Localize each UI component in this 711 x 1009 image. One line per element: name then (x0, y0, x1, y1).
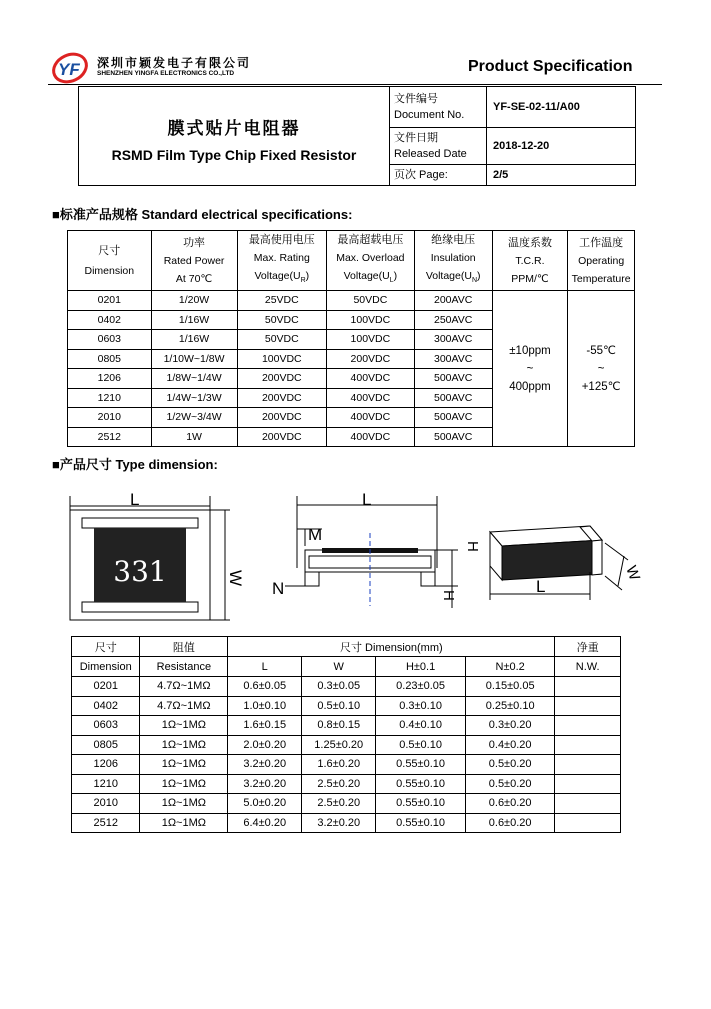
spec-header-cn: 温度系数 (507, 235, 552, 249)
spec-cell: 300AVC (414, 330, 492, 350)
dim-cell: 4.7Ω~1MΩ (140, 696, 228, 716)
dim-cell: 0.6±0.05 (228, 677, 302, 697)
op_temp-line1: -55℃ (586, 344, 616, 357)
spec-cell: 0805 (68, 349, 152, 369)
dim-cell (555, 774, 621, 794)
dim-cell: 0.15±0.05 (465, 677, 555, 697)
header-divider (48, 84, 662, 85)
spec-cell: 100VDC (327, 330, 415, 350)
title-cell (79, 87, 390, 186)
dim-cell: 0.3±0.20 (465, 716, 555, 736)
dim-h-L: L (228, 657, 302, 677)
dim-cell: 5.0±0.20 (228, 794, 302, 814)
spec-cell: 100VDC (237, 349, 327, 369)
dim-cell: 0.8±0.15 (302, 716, 376, 736)
spec-header-cn: 绝缘电压 (431, 233, 476, 246)
spec-cell: 50VDC (237, 330, 327, 350)
spec-cell: 1/8W~1/4W (151, 369, 237, 389)
dim-cell: 0.55±0.10 (376, 755, 466, 775)
dim-cell (555, 755, 621, 775)
doc-no-label (390, 87, 487, 128)
spec-header-end: ) (305, 270, 310, 282)
tcr-line1: ±10ppm (509, 344, 551, 357)
op-temp-cell (568, 291, 635, 447)
dim-h-nw-en: N.W. (555, 657, 621, 677)
spec-cell: 1/2W~3/4W (151, 408, 237, 428)
spec-header-en1: Max. Rating (253, 252, 310, 264)
dim-cell: 0.5±0.10 (376, 735, 466, 755)
dim-cell: 1Ω~1MΩ (140, 774, 228, 794)
dim-cell: 1210 (72, 774, 140, 794)
side-view (272, 490, 458, 608)
spec-cell: 200AVC (414, 291, 492, 311)
spec-header-en1: T.C.R. (515, 254, 545, 267)
dim-h-nw-cn: 净重 (576, 641, 599, 654)
spec-header-en2 (568, 270, 634, 288)
op_temp-line3: +125℃ (581, 380, 621, 393)
dim-cell: 1.6±0.15 (228, 716, 302, 736)
spec-header-en2-text: Temperature (571, 272, 631, 285)
spec-cell: 250AVC (414, 310, 492, 330)
spec-table (67, 230, 635, 447)
dim-cell: 0.55±0.10 (376, 813, 466, 833)
top-view (70, 490, 245, 620)
dim-heading: ■产品尺寸 Type dimension: (52, 457, 218, 472)
spec-cell: 500AVC (414, 427, 492, 447)
dim-h-H: H±0.1 (376, 657, 466, 677)
spec-header-row (68, 231, 635, 291)
side-view-M-label: M (308, 525, 323, 544)
dim-cell: 0.4±0.10 (376, 716, 466, 736)
dim-cell: 3.2±0.20 (228, 755, 302, 775)
spec-header-en2 (327, 267, 414, 290)
dim-row (72, 813, 621, 833)
dim-cell: 3.2±0.20 (228, 774, 302, 794)
dim-cell: 0.55±0.10 (376, 794, 466, 814)
spec-cell: 0201 (68, 291, 152, 311)
dim-cell (555, 735, 621, 755)
dim-cell (555, 696, 621, 716)
dim-h-size-en: Dimension (72, 657, 140, 677)
dim-cell (555, 813, 621, 833)
spec-header-end: ) (393, 270, 398, 282)
spec-cell: 1/10W~1/8W (151, 349, 237, 369)
side-view-L-label: L (362, 490, 372, 509)
dim-cell: 1.0±0.10 (228, 696, 302, 716)
spec-cell: 500AVC (414, 369, 492, 389)
dimension-drawing (60, 488, 644, 628)
doc-no-label-en: Document No. (394, 109, 465, 121)
page-value: 2/5 (487, 165, 636, 186)
dim-cell: 0.6±0.20 (465, 813, 555, 833)
dim-cell: 6.4±0.20 (228, 813, 302, 833)
spec-header-cell (492, 231, 568, 291)
dim-cell: 1Ω~1MΩ (140, 755, 228, 775)
spec-header-cell (414, 231, 492, 291)
spec-header-cell (151, 231, 237, 291)
spec-header-en1: Dimension (84, 264, 135, 277)
spec-header-en1: Rated Power (163, 254, 225, 267)
spec-cell: 2512 (68, 427, 152, 447)
spec-header-cell (68, 231, 152, 291)
spec-header-en1: Max. Overload (336, 252, 405, 264)
dim-cell: 2010 (72, 794, 140, 814)
dim-cell: 0402 (72, 696, 140, 716)
dim-cell: 2.0±0.20 (228, 735, 302, 755)
spec-cell: 1/20W (151, 291, 237, 311)
title-block (78, 86, 636, 186)
dim-cell: 1206 (72, 755, 140, 775)
spec-header-cell (237, 231, 327, 291)
spec-header-en2-text: At 70℃ (175, 272, 213, 285)
dim-row (72, 696, 621, 716)
dim-cell: 0.5±0.20 (465, 774, 555, 794)
dim-cell: 0.5±0.20 (465, 755, 555, 775)
dim-h-res-cn: 阻值 (172, 641, 195, 654)
dim-cell: 2.5±0.20 (302, 774, 376, 794)
dim-h-res (140, 637, 228, 657)
spec-header-cell (327, 231, 415, 291)
iso-view-H-label: H (464, 541, 481, 552)
spec-header-sub: R (300, 277, 306, 285)
iso-view-L-label: L (536, 577, 546, 596)
date-value: 2018-12-20 (487, 128, 636, 165)
top-view-L-label: L (130, 490, 140, 509)
dim-cell: 1Ω~1MΩ (140, 735, 228, 755)
spec-header-en1: Insulation (430, 252, 476, 264)
doc-no-label-cn: 文件编号 (394, 93, 438, 105)
spec-header-en2 (238, 267, 327, 290)
doc-no-value: YF-SE-02-11/A00 (487, 87, 636, 128)
dim-cell: 0.3±0.10 (376, 696, 466, 716)
spec-cell: 25VDC (237, 291, 327, 311)
spec-cell: 1/4W~1/3W (151, 388, 237, 408)
dim-h-size-cn: 尺寸 (94, 641, 117, 654)
spec-cell: 0402 (68, 310, 152, 330)
spec-cell: 0603 (68, 330, 152, 350)
spec-header-cn: 功率 (183, 235, 206, 249)
spec-header-en2 (152, 270, 237, 288)
spec-header-en2-text: PPM/℃ (511, 272, 549, 285)
spec-row (68, 291, 635, 311)
spec-cell: 50VDC (237, 310, 327, 330)
company-name-en: SHENZHEN YINGFA ELECTRONICS CO.,LTD (97, 70, 235, 77)
dim-h-res-en: Resistance (140, 657, 228, 677)
dim-row (72, 755, 621, 775)
date-label-cn: 文件日期 (394, 132, 438, 144)
spec-cell: 300AVC (414, 349, 492, 369)
dim-h-N: N±0.2 (465, 657, 555, 677)
spec-cell: 1W (151, 427, 237, 447)
spec-header-cn: 最高超载电压 (337, 233, 404, 246)
dim-cell: 0.25±0.10 (465, 696, 555, 716)
op_temp-line2: ~ (597, 362, 605, 375)
spec-cell: 200VDC (237, 369, 327, 389)
date-label (390, 128, 487, 165)
spec-header-en2-text: Voltage(U (254, 270, 301, 282)
svg-text:YF: YF (58, 60, 80, 79)
spec-cell: 1/16W (151, 310, 237, 330)
dim-header-row-2 (72, 657, 621, 677)
dim-cell: 1.6±0.20 (302, 755, 376, 775)
spec-cell: 200VDC (237, 408, 327, 428)
dim-cell: 3.2±0.20 (302, 813, 376, 833)
dim-h-W: W (302, 657, 376, 677)
company-logo (50, 48, 90, 88)
top-view-W-label: W (226, 570, 245, 587)
dim-row (72, 735, 621, 755)
dim-cell: 4.7Ω~1MΩ (140, 677, 228, 697)
dim-row (72, 677, 621, 697)
company-name-cn: 深圳市颖发电子有限公司 (97, 56, 252, 70)
spec-header-en2 (493, 270, 568, 288)
spec-header-en2 (415, 267, 492, 290)
spec-header-cn: 工作温度 (579, 235, 624, 249)
dim-cell: 0.55±0.10 (376, 774, 466, 794)
dim-cell: 2512 (72, 813, 140, 833)
dim-cell (555, 716, 621, 736)
document-title: Product Specification (468, 58, 633, 75)
date-label-en: Released Date (394, 148, 467, 160)
side-view-N-label: N (272, 579, 285, 598)
dim-cell (555, 677, 621, 697)
dim-row (72, 794, 621, 814)
spec-header-end: ) (477, 270, 481, 282)
side-view-H-label-lower: H (440, 590, 457, 601)
dim-h-size (72, 637, 140, 657)
spec-cell: 500AVC (414, 388, 492, 408)
spec-cell: 1206 (68, 369, 152, 389)
dim-cell: 1Ω~1MΩ (140, 716, 228, 736)
title-en: RSMD Film Type Chip Fixed Resistor (111, 146, 357, 163)
spec-header-cell (568, 231, 635, 291)
dim-cell: 0.3±0.05 (302, 677, 376, 697)
dim-cell: 0603 (72, 716, 140, 736)
spec-cell: 2010 (68, 408, 152, 428)
dim-cell: 0805 (72, 735, 140, 755)
dim-row (72, 774, 621, 794)
dim-h-dim: 尺寸 Dimension(mm) (228, 637, 555, 657)
spec-cell: 200VDC (237, 388, 327, 408)
dim-cell: 1.25±0.20 (302, 735, 376, 755)
spec-cell: 400VDC (327, 408, 415, 428)
spec-heading: ■标准产品规格 Standard electrical specifications: (52, 207, 353, 222)
spec-cell: 1210 (68, 388, 152, 408)
dim-header-row-1 (72, 637, 621, 657)
dim-cell: 0.4±0.20 (465, 735, 555, 755)
spec-cell: 400VDC (327, 427, 415, 447)
tcr-line3: 400ppm (509, 380, 551, 393)
title-cn: 膜式贴片电阻器 (167, 118, 301, 139)
dim-cell (555, 794, 621, 814)
spec-cell: 400VDC (327, 369, 415, 389)
spec-header-cn: 尺寸 (98, 243, 121, 257)
iso-view (464, 526, 643, 600)
dim-cell: 1Ω~1MΩ (140, 813, 228, 833)
dim-cell: 2.5±0.20 (302, 794, 376, 814)
dim-cell: 0.5±0.10 (302, 696, 376, 716)
spec-header-sub: L (389, 277, 394, 285)
dim-cell: 1Ω~1MΩ (140, 794, 228, 814)
dim-row (72, 716, 621, 736)
dim-cell: 0201 (72, 677, 140, 697)
resistor-marking: 331 (113, 555, 167, 588)
tcr-cell (492, 291, 568, 447)
spec-cell: 100VDC (327, 310, 415, 330)
spec-header-en2-text: Voltage(U (343, 270, 390, 282)
spec-cell: 500AVC (414, 408, 492, 428)
dim-h-nw (555, 637, 621, 657)
spec-header-sub: N (471, 277, 478, 285)
spec-cell: 200VDC (327, 349, 415, 369)
spec-cell: 1/16W (151, 330, 237, 350)
spec-header-cn: 最高使用电压 (248, 233, 315, 246)
spec-cell: 400VDC (327, 388, 415, 408)
spec-header-en1: Operating (578, 254, 625, 267)
dim-cell: 0.6±0.20 (465, 794, 555, 814)
page-label: 页次 Page: (390, 165, 487, 186)
iso-view-W-label: W (622, 563, 644, 583)
tcr-line2: ~ (526, 362, 534, 375)
dim-cell: 0.23±0.05 (376, 677, 466, 697)
spec-cell: 200VDC (237, 427, 327, 447)
spec-header-en2-text: Voltage(U (425, 270, 472, 282)
spec-cell: 50VDC (327, 291, 415, 311)
dimension-table (71, 636, 621, 833)
